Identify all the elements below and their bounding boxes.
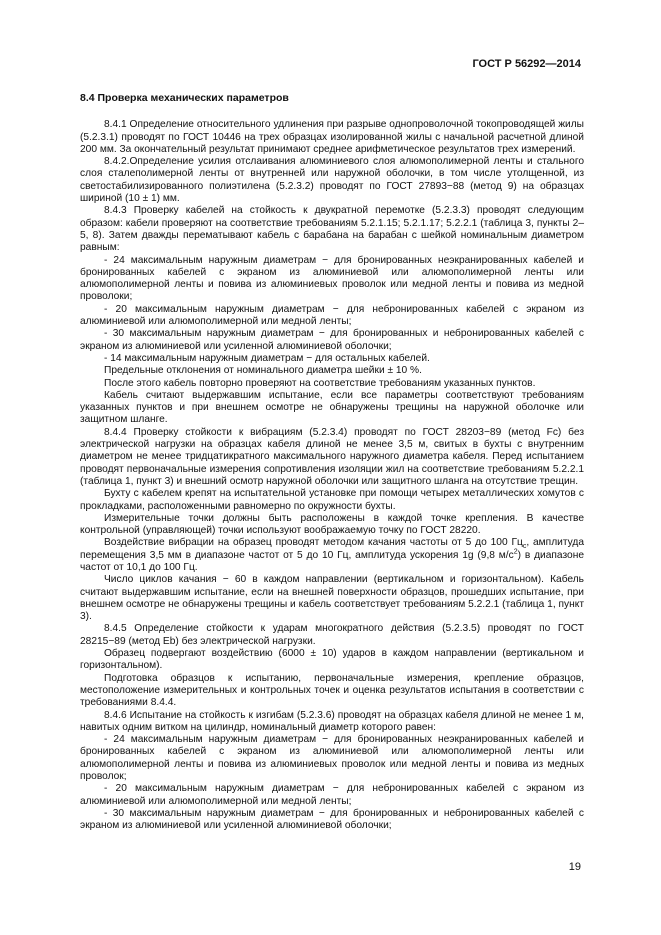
acceleration-superscript: 2 — [513, 548, 518, 556]
section-heading: 8.4 Проверка механических параметров — [80, 92, 289, 104]
paragraph-8-4-4: 8.4.4 Проверку стойкости к вибрациям (5.2.3.4) проводят по ГОСТ 28203−89 (метод Fc) без электрической нагрузки на образцах кабеля длиной не менее 3,5 м, свитых в бухты с внутренним диаметром не менее тридцатикратного максимального наружного диаметра кабеля. Перед испытанием проводят первоначальные измерения сопротивления изоляции жил на соответствие требованиям 5.2.2.1 (таблица 1, пункт 3) и внешний осмотр наружной оболочки или защитного шланга на отсутствие трещин. — [80, 426, 584, 487]
vibration-paragraph — [80, 537, 584, 574]
list-item: - 30 максимальным наружным диаметрам − для бронированных и небронированных кабелей с экраном из алюминиевой или усиленной алюминиевой оболочки; — [80, 328, 584, 352]
list-item: - 20 максимальным наружным диаметрам − для небронированных кабелей с экраном из алюминиевой или алюмополимерной или медной ленты; — [80, 783, 584, 807]
document-body — [80, 92, 584, 833]
measurement-points-paragraph: Измерительные точки должны быть расположены в каждой точке крепления. В качестве контрольной (управляющей) точки используют воображаемую точку по ГОСТ 28220. — [80, 512, 584, 537]
paragraph-8-4-3: 8.4.3 Проверку кабелей на стойкость к двукратной перемотке (5.2.3.3) проводят следующим образом: кабели проверяют на соответствие требованиям 5.2.1.15; 5.2.1.17; 5.2.2.1 (таблица 3, пункты 2–5, 8). Затем дважды перематывают кабель с барабана на барабан с шейкой номинальным диаметром равным: — [80, 205, 584, 254]
impact-count-paragraph: Образец подвергают воздействию (6000 ± 10) ударов в каждом направлении (вертикальном и горизонтальном). — [80, 648, 584, 672]
frequency-subscript: с — [522, 543, 527, 551]
coil-mounting-paragraph: Бухту с кабелем крепят на испытательной установке при помощи четырех металлических хомутов с прокладками, расположенными равномерно по окружности бухты. — [80, 488, 584, 512]
paragraph-8-4-2: 8.4.2.Определение усилия отслаивания алюминиевого слоя алюмополимерной ленты и стального слоя сталеполимерной ленты от внутренней или наружной оболочки, в том числе утолщенной, из светостабилизированного полиэтилена (5.2.3.2) проводят по ГОСТ 27893−88 (метод 9) на образцах шириной (10 ± 1) мм. — [80, 156, 584, 205]
cycles-paragraph: Число циклов качания − 60 в каждом направлении (вертикальном и горизонтальном). Кабель считают выдержавшим испытание, если на внешней поверхности образцов, прошедших испытание, при внешнем осмотре не обнаружены трещины и кабель соответствует требованиям 5.2.2.1 (таблица 1, пункт 3). — [80, 574, 584, 623]
acceptance-paragraph: Кабель считают выдержавшим испытание, если все параметры соответствуют требованиям указанных пунктов и при внешнем осмотре не обнаружены трещины на наружной оболочке или защитном шланге. — [80, 389, 584, 426]
page-number: 19 — [568, 861, 581, 873]
vibration-text-part-2: , амплитуда перемещения 3,5 мм в диапазоне частот от 5 до 10 Гц, амплитуда ускорения 1g (9,8 м/с — [80, 537, 584, 561]
list-item: - 24 максимальным наружным диаметрам − для бронированных неэкранированных кабелей и бронированных кабелей с экраном из алюминиевой или алюмополимерной ленты или алюмополимерной ленты и повива из алюминиевых проволок или медной ленты и повива из медных проволок; — [80, 734, 584, 783]
tolerance-paragraph: Предельные отклонения от номинального диаметра шейки ± 10 %. — [104, 365, 422, 377]
vibration-text-part-3: ) в диапазоне частот от 10,1 до 100 Гц. — [80, 549, 584, 573]
preparation-paragraph: Подготовка образцов к испытанию, первоначальные измерения, крепление образцов, местоположение измерительных и контрольных точек и оценка результатов испытания в соответствии с требованиями 8.4.4. — [80, 672, 584, 709]
paragraph-8-4-5: 8.4.5 Определение стойкости к ударам многократного действия (5.2.3.5) проводят по ГОСТ 28215−89 (метод Eb) без электрической нагрузки. — [80, 623, 584, 647]
recheck-paragraph: После этого кабель повторно проверяют на соответствие требованиям указанных пунктов. — [104, 377, 536, 389]
list-item: - 30 максимальным наружным диаметрам − для бронированных и небронированных кабелей с экраном из алюминиевой или усиленной алюминиевой оболочки; — [80, 807, 584, 832]
paragraph-8-4-1: 8.4.1 Определение относительного удлинения при разрыве однопроволочной токопроводящей жилы (5.2.3.1) проводят по ГОСТ 10446 на трех образцах изолированной жилы с начальной расчетной длиной 200 мм. За окончательный результат принимают среднее арифметическое результатов трех измерений. — [80, 119, 584, 155]
document-code: ГОСТ Р 56292—2014 — [472, 58, 581, 70]
list-item: - 20 максимальным наружным диаметрам − для небронированных кабелей с экраном из алюминиевой или алюмополимерной или медной ленты; — [80, 303, 584, 328]
list-item: - 14 максимальным наружным диаметрам − для остальных кабелей. — [104, 352, 430, 364]
paragraph-8-4-6: 8.4.6 Испытание на стойкость к изгибам (5.2.3.6) проводят на образцах кабеля длиной не менее 1 м, навитых одним витком на цилиндр, номинальный диаметр которого равен: — [80, 709, 584, 733]
vibration-text-part-1: Воздействие вибрации на образец проводят методом качания частоты от 5 до 100 Гц — [104, 537, 523, 549]
list-item: - 24 максимальным наружным диаметрам − для бронированных неэкранированных кабелей и бронированных кабелей с экраном из алюминиевой или алюмополимерной ленты или алюмополимерной ленты и повива из алюминиевых проволок или медной ленты и повива из медной проволоки; — [80, 254, 584, 303]
